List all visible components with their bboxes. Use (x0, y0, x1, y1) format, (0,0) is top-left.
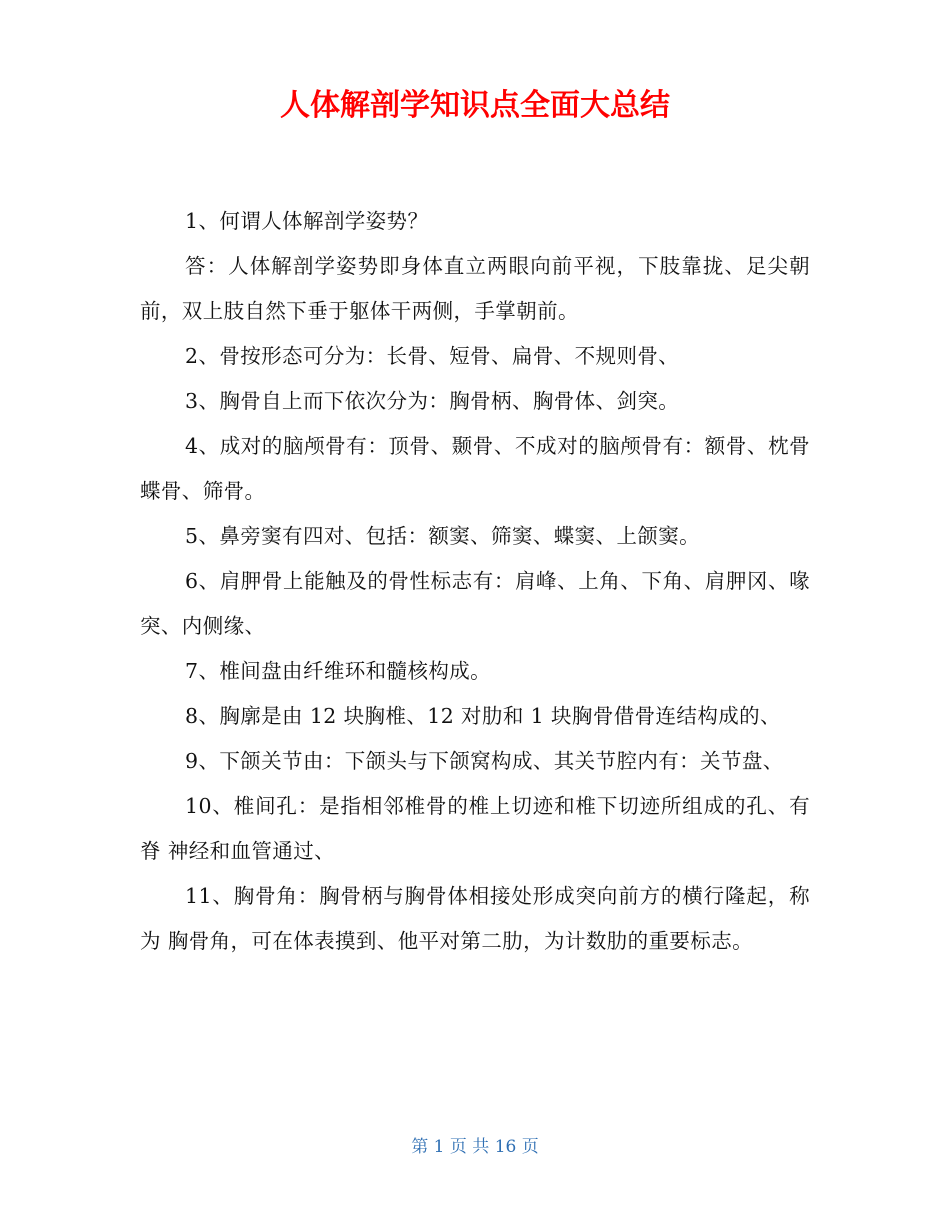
paragraph-10: 10、椎间孔：是指相邻椎骨的椎上切迹和椎下切迹所组成的孔、有脊 神经和血管通过、 (140, 794, 810, 863)
page-footer: 第 1 页 共 16 页 (411, 1137, 539, 1157)
paragraph-7: 7、椎间盘由纤维环和髓核构成。 (185, 659, 492, 683)
paragraph-3: 3、胸骨自上而下依次分为：胸骨柄、胸骨体、剑突。 (185, 389, 680, 413)
paragraph-2: 2、骨按形态可分为：长骨、短骨、扁骨、不规则骨、 (185, 344, 680, 368)
paragraph-q1: 1、何谓人体解剖学姿势？ (185, 209, 429, 233)
paragraph-a1: 答：人体解剖学姿势即身体直立两眼向前平视，下肢靠拢、足尖朝 前，双上肢自然下垂于躯体干两侧，手掌朝前。 (140, 254, 810, 323)
paragraph-6: 6、肩胛骨上能触及的骨性标志有：肩峰、上角、下角、肩胛冈、喙突、内侧缘、 (140, 569, 810, 638)
paragraph-5: 5、鼻旁窦有四对、包括：额窦、筛窦、蝶窦、上颌窦。 (185, 524, 701, 548)
paragraph-11: 11、胸骨角：胸骨柄与胸骨体相接处形成突向前方的横行隆起，称为 胸骨角，可在体表摸到、他平对第二肋，为计数肋的重要标志。 (140, 884, 810, 953)
document-title: 人体解剖学知识点全面大总结 (280, 88, 670, 123)
paragraph-8: 8、胸廓是由 12 块胸椎、12 对肋和 1 块胸骨借骨连结构成的、 (185, 704, 781, 728)
paragraph-9: 9、下颌关节由：下颌头与下颌窝构成、其关节腔内有：关节盘、 (185, 749, 784, 773)
paragraph-4: 4、成对的脑颅骨有：顶骨、颞骨、不成对的脑颅骨有：额骨、枕骨蝶骨、筛骨。 (140, 434, 810, 503)
document-body (140, 199, 810, 964)
